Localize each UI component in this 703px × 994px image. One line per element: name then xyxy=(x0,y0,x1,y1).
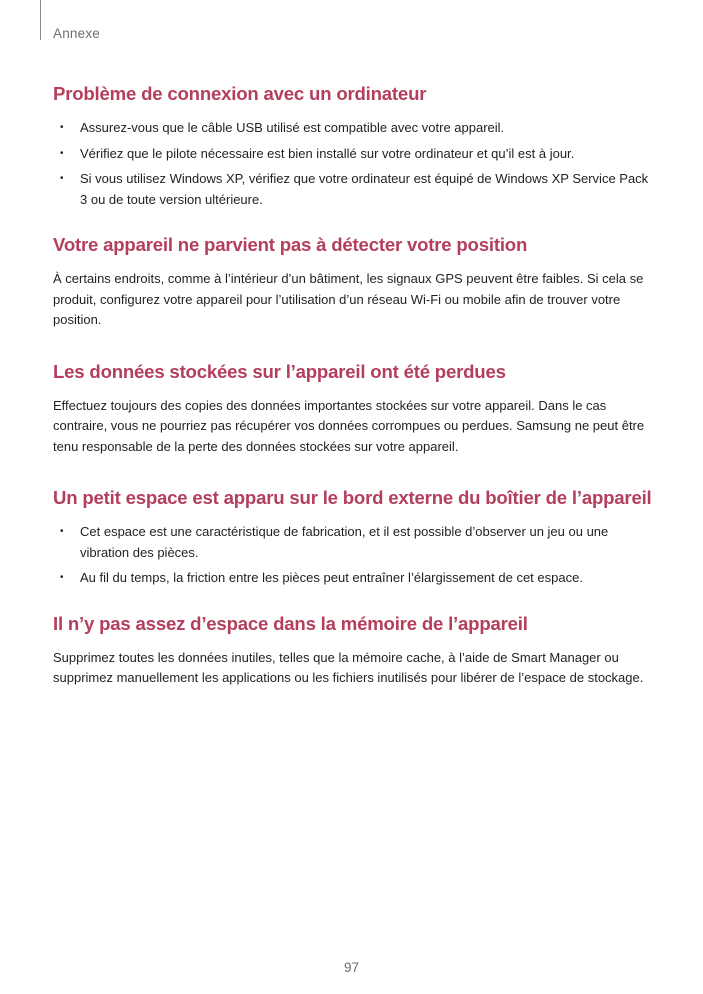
page-content xyxy=(53,82,653,689)
section-title: Problème de connexion avec un ordinateur xyxy=(53,83,427,104)
section-title: Votre appareil ne parvient pas à détecter votre position xyxy=(53,234,528,255)
section-header-label: Annexe xyxy=(53,26,100,41)
section-paragraph: À certains endroits, comme à l’intérieur d’un bâtiment, les signaux GPS peuvent être faibles. Si cela se produit, configurez votre appareil pour l’utilisation d’un réseau Wi-Fi ou mobile afin de trouver votre position. xyxy=(53,271,644,327)
bullet-dot-icon: • xyxy=(60,122,64,133)
list-item xyxy=(53,144,653,165)
section-data-lost xyxy=(53,360,653,458)
list-item-text: Au fil du temps, la friction entre les pièces peut entraîner l’élargissement de cet espace. xyxy=(80,570,583,585)
section-title: Un petit espace est apparu sur le bord externe du boîtier de l’appareil xyxy=(53,487,652,508)
list-item-text: Vérifiez que le pilote nécessaire est bien installé sur votre ordinateur et qu’il est à jour. xyxy=(80,145,575,161)
section-connection-problem xyxy=(53,82,653,210)
section-case-gap xyxy=(53,486,653,589)
bullet-dot-icon: • xyxy=(60,173,64,184)
section-paragraph: Supprimez toutes les données inutiles, telles que la mémoire cache, à l’aide de Smart Manager ou supprimez manuellement les applications ou les fichiers inutilisés pour libérer de l’espace de stockage. xyxy=(53,649,644,685)
section-location-detection xyxy=(53,233,653,331)
list-item xyxy=(53,118,653,139)
list-item xyxy=(53,522,653,563)
section-title: Il n’y pas assez d’espace dans la mémoire de l’appareil xyxy=(53,612,528,634)
list-item xyxy=(53,568,653,589)
list-item-text: Si vous utilisez Windows XP, vérifiez que votre ordinateur est équipé de Windows XP Service Pack 3 ou de toute version ultérieure. xyxy=(80,171,649,207)
section-paragraph: Effectuez toujours des copies des données importantes stockées sur votre appareil. Dans le cas contraire, vous ne pourriez pas récupérer vos données corrompues ou perdues. Samsung ne peut être tenu responsable de la perte des données stockées sur votre appareil. xyxy=(53,397,645,454)
bullet-dot-icon: • xyxy=(60,526,64,537)
section-memory-space xyxy=(53,612,653,689)
list-item-text: Cet espace est une caractéristique de fabrication, et il est possible d’observer un jeu ou une vibration des pièces. xyxy=(80,524,609,560)
page-number: 97 xyxy=(343,960,360,975)
bullet-list xyxy=(53,522,653,589)
bullet-dot-icon: • xyxy=(60,572,64,583)
section-title: Les données stockées sur l’appareil ont été perdues xyxy=(53,360,506,382)
bullet-dot-icon: • xyxy=(60,147,64,159)
header-divider xyxy=(40,0,41,40)
list-item xyxy=(53,169,653,210)
bullet-list xyxy=(53,118,653,210)
list-item-text: Assurez-vous que le câble USB utilisé est compatible avec votre appareil. xyxy=(80,120,505,135)
